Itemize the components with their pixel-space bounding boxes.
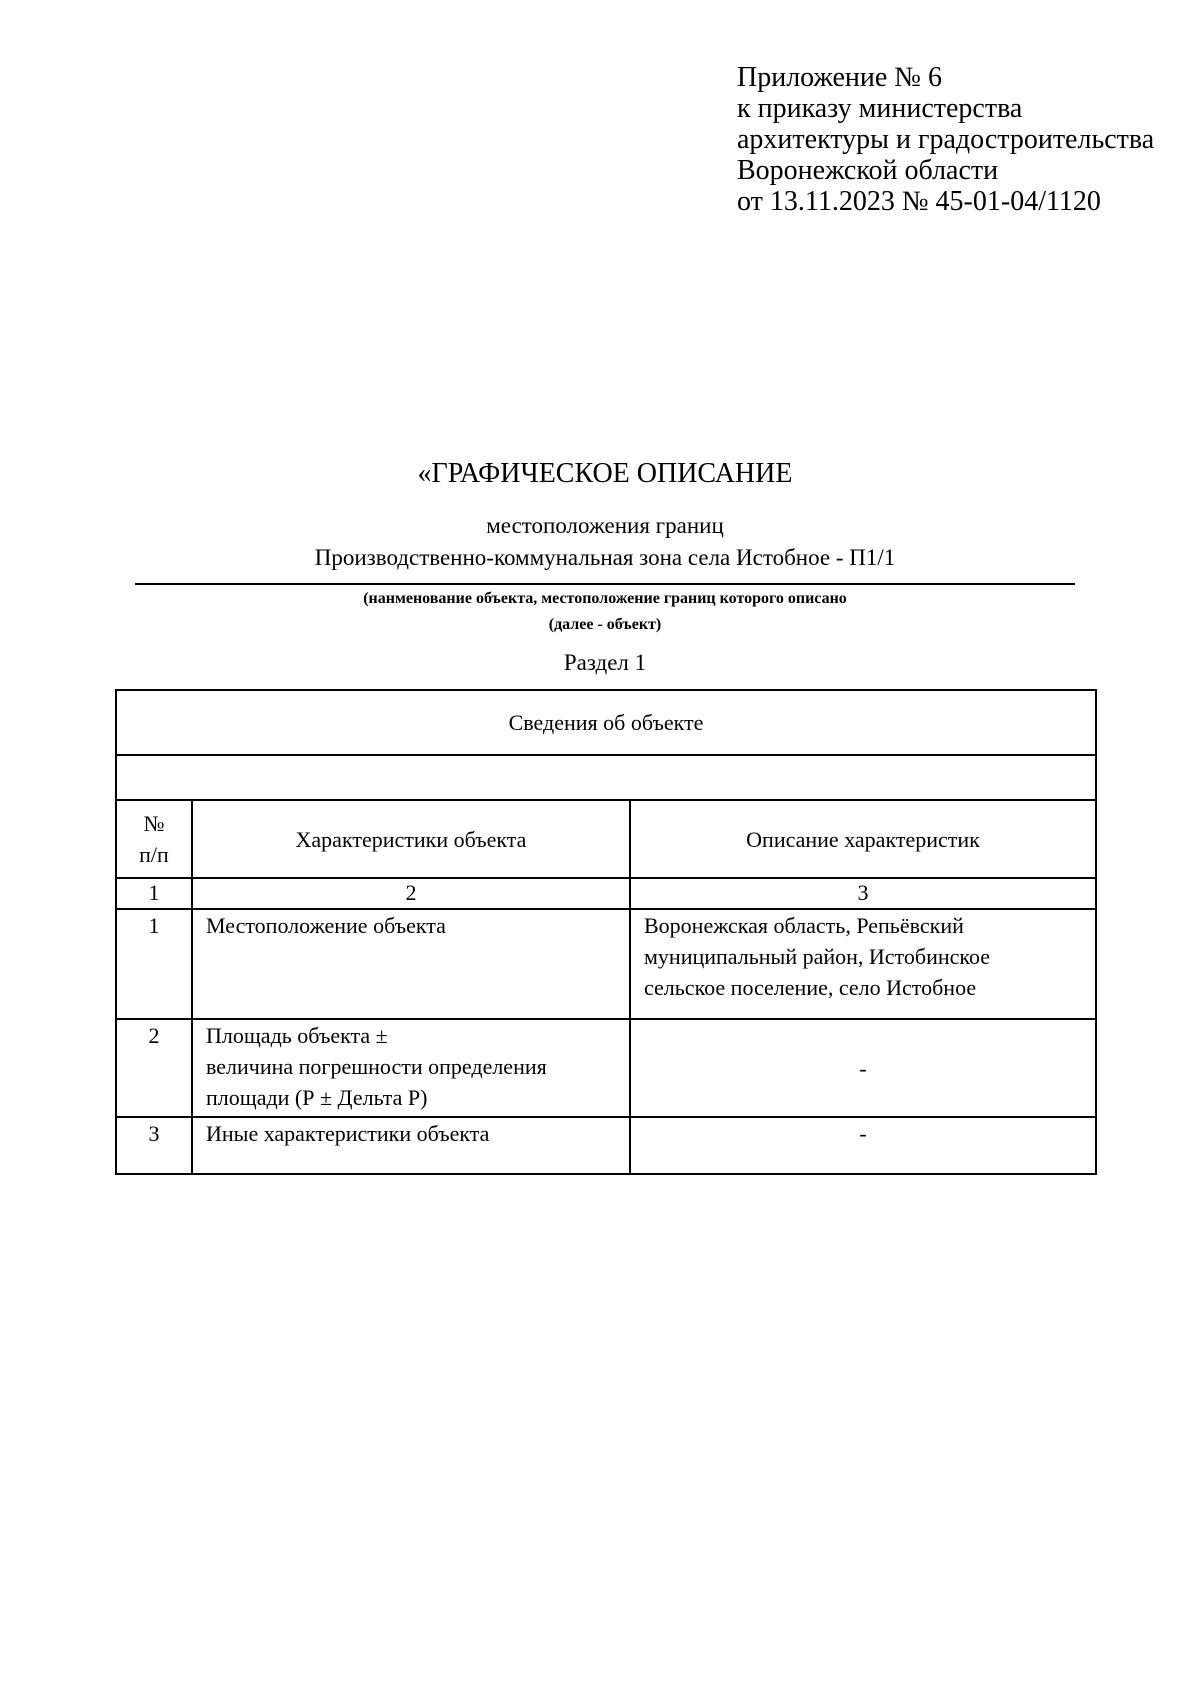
table-caption: Сведения об объекте	[116, 690, 1096, 755]
appendix-block	[737, 62, 1154, 217]
table-header-row	[116, 800, 1096, 878]
row-number: 2	[116, 1019, 192, 1117]
row-number: 3	[116, 1117, 192, 1174]
header-description: Описание характеристик	[630, 800, 1096, 878]
section-heading: Раздел 1	[563, 650, 647, 675]
appendix-line: к приказу министерства	[737, 93, 1023, 124]
table-row	[116, 1117, 1096, 1174]
row-description: -	[630, 1019, 1096, 1117]
underline-divider	[135, 583, 1075, 585]
header-num	[116, 800, 192, 878]
object-info-table	[115, 689, 1097, 1175]
header-num-abbr: п/п	[139, 842, 169, 867]
column-number: 1	[116, 878, 192, 909]
row-characteristic	[192, 1019, 630, 1117]
header-characteristics: Характеристики объекта	[192, 800, 630, 878]
row-number: 1	[116, 909, 192, 1019]
object-name-note	[0, 586, 1200, 638]
subtitle-line: местоположения границ	[486, 513, 724, 538]
empty-row	[116, 755, 1096, 800]
appendix-line: Приложение № 6	[737, 62, 942, 93]
object-name: Производственно-коммунальная зона села Истобное - П1/1	[314, 545, 896, 570]
column-number-row	[116, 878, 1096, 909]
note-line: (далее - объект)	[548, 616, 662, 633]
description-line: муниципальный район, Истобинское	[644, 944, 990, 969]
characteristic-line: величина погрешности определения	[206, 1054, 547, 1079]
row-characteristic: Местоположение объекта	[192, 909, 630, 1019]
document-subtitle	[0, 510, 1200, 574]
description-line: сельское поселение, село Истобное	[644, 975, 977, 1000]
column-number: 2	[192, 878, 630, 909]
appendix-line: архитектуры и градостроительства	[737, 124, 1155, 155]
header-num-sign: №	[143, 811, 165, 836]
row-description	[630, 909, 1096, 1019]
table-row	[116, 909, 1096, 1019]
column-number: 3	[630, 878, 1096, 909]
characteristic-line: площади (Р ± Дельта Р)	[206, 1085, 428, 1110]
note-line: (нанменование объекта, местоположение границ которого описано	[363, 590, 847, 607]
characteristic-line: Площадь объекта ±	[206, 1023, 388, 1048]
document-title: «ГРАФИЧЕСКОЕ ОПИСАНИЕ	[417, 458, 793, 489]
row-characteristic: Иные характеристики объекта	[192, 1117, 630, 1174]
appendix-line: Воронежской области	[737, 155, 999, 186]
row-description: -	[630, 1117, 1096, 1174]
appendix-line: от 13.11.2023 № 45-01-04/1120	[737, 186, 1101, 217]
description-line: Воронежская область, Репьёвский	[644, 913, 964, 938]
table-row	[116, 1019, 1096, 1117]
